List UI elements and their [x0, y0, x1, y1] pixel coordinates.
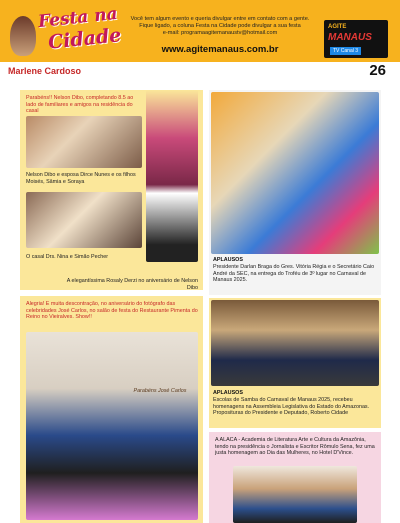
tv-logo-line-2: MANAUS [328, 32, 372, 43]
festa-na-cidade-logo [8, 3, 123, 58]
tv-logo-line-1: AGITE [328, 24, 347, 30]
panel-d-text: Escolas de Samba do Carnaval de Manaus 2025, recebeu homenagens na Assembleia Legislativa do Estado do Amazonas. Proposituras do Presidente e Deputado, Roberto Cidade [213, 397, 370, 417]
header-text-line-2: Fique ligado, a coluna Festa na Cidade pode divulgar a sua festa [139, 23, 301, 29]
trophy-photo [211, 92, 379, 254]
site-url: www.agitemanaus.com.br [161, 44, 279, 55]
agite-manaus-tv-logo [324, 20, 388, 58]
panel-b-text: Presidente Darlan Braga do Gres. Vitória Régia e o Secretário Caio André da SEC, na entrega do Troféu de 3º lugar no Carnaval de Manaus 2025. [213, 264, 375, 284]
alaca-homage-panel [209, 432, 381, 523]
assembleia-photo [211, 300, 379, 386]
panel-a-intro: Parabéns!! Nelson Dibo, completando 8.5 ao lado de familiares e amigos na residência do casal [26, 95, 134, 115]
rosaly-derzi-photo [146, 90, 198, 262]
header-contact-text [122, 16, 318, 37]
panel-e-text: A ALACA - Academia de Literatura Arte e Cultura da Amazônia, tendo na presidência o Jornalista e Escritor Rômulo Sena, fez uma justa homenagem ao Dia das Mulheres, no Hotel D'Vince. [215, 437, 375, 457]
columnist-byline: Marlene Cardoso [8, 66, 82, 76]
aplausos-trophy-panel [209, 90, 381, 295]
birthday-jose-carlos-panel [20, 296, 203, 523]
page-number: 26 [369, 62, 386, 79]
panel-a-caption-3: A elegantíssima Rosaly Derzi no aniversário de Nelson Dibo [66, 278, 198, 291]
aplausos-assembleia-panel [209, 298, 381, 428]
header-text-line-1: Você tem algum evento e queria divulgar entre em contato com a gente. [130, 16, 310, 22]
panel-d-title: APLAUSOS [213, 390, 243, 396]
header-text-line-3: e-mail: programaagitemanaustv@hotmail.com [162, 30, 278, 36]
family-photo [26, 116, 142, 168]
jose-carlos-party-photo [26, 332, 198, 520]
couple-photo [26, 192, 142, 248]
cake-topper-text: Parabéns José Carlos [133, 388, 187, 394]
page-header [0, 0, 400, 62]
tv-logo-channel: TV Canal 3 [330, 47, 361, 55]
logo-line-1: Festa na [37, 3, 119, 33]
columnist-avatar [10, 16, 36, 56]
panel-b-title: APLAUSOS [213, 257, 243, 263]
panel-a-caption-2: O casal Drs. Nina e Simão Pecher [26, 254, 109, 260]
panel-c-text: Alegria! E muita descontração, no aniversário do fotógrafo das celebridades José Carlos, no salão de festa do Restaurante Pimenta do Reino no Vieiralves. Show!! [26, 301, 198, 321]
alaca-group-photo [233, 466, 357, 523]
panel-a-caption-1: Nelson Dibo e esposa Dirce Nunes e os filhos Moisés, Sâmia e Soraya [26, 172, 136, 185]
birthday-nelson-dibo-panel [20, 90, 203, 290]
logo-line-2: Cidade [47, 24, 123, 54]
